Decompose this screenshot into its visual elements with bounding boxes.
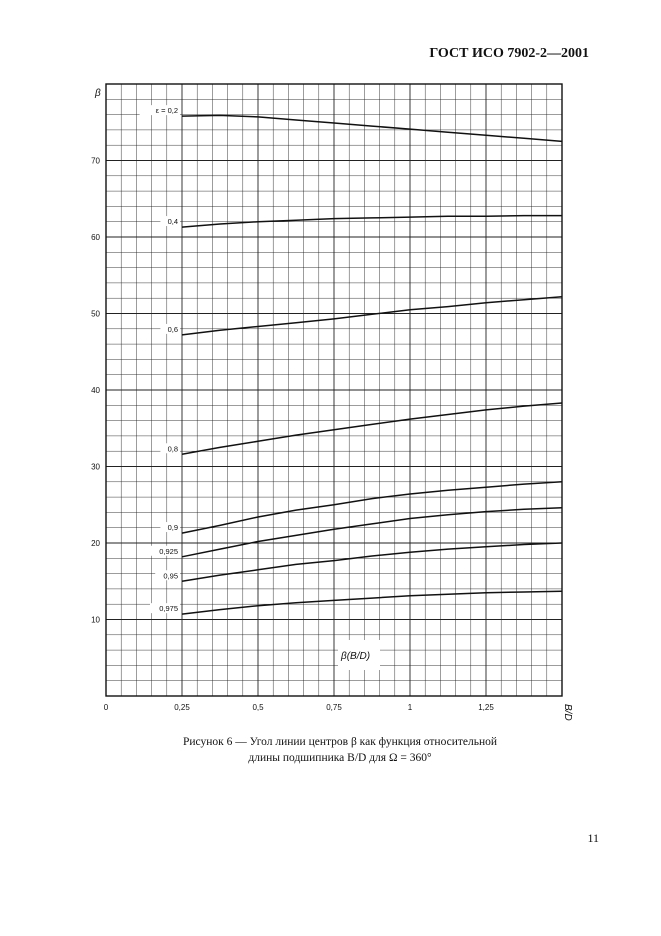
series-line: [182, 297, 562, 335]
series-label: 0,975: [159, 604, 178, 614]
series-label: 0,95: [163, 571, 178, 581]
caption-line-1: Рисунок 6 — Угол линии центров β как функция относительной: [182, 736, 498, 748]
series-line: [182, 216, 562, 228]
y-tick-label: 30: [91, 462, 100, 472]
series-line: [182, 403, 562, 454]
series-line: [182, 543, 562, 581]
inset-label-box: [338, 640, 380, 670]
series-line: [182, 115, 562, 141]
series-label: 0,6: [167, 324, 178, 334]
x-tick-label: 1,25: [478, 703, 494, 712]
series-label: 0,4: [167, 217, 178, 227]
page-number: 11: [587, 831, 599, 845]
figure-caption: [120, 734, 560, 766]
series-label: 0,9: [167, 523, 178, 533]
y-tick-label: 40: [91, 386, 100, 395]
y-tick-label: 60: [91, 233, 100, 242]
series-label: ε = 0,2: [155, 106, 178, 116]
y-tick-label: 10: [91, 615, 100, 625]
x-axis-label: B/D: [562, 704, 573, 721]
y-axis-label: β: [95, 88, 101, 99]
series-line: [182, 482, 562, 533]
x-tick-label: 1: [407, 703, 413, 712]
y-tick-label: 50: [91, 309, 100, 319]
x-tick-label: 0: [103, 703, 109, 712]
series-label: 0,8: [167, 444, 178, 454]
x-tick-label: 0,25: [174, 703, 190, 712]
document-code: ГОСТ ИСО 7902-2—2001: [429, 46, 589, 61]
inset-label: β(B/D): [341, 651, 371, 662]
y-tick-label: 70: [91, 156, 100, 166]
series-line: [182, 508, 562, 557]
caption-line-2: длины подшипника B/D для Ω = 360°: [248, 752, 432, 764]
x-tick-label: 0,75: [326, 703, 342, 712]
x-tick-label: 0,5: [252, 703, 264, 712]
series-line: [182, 591, 562, 614]
y-tick-label: 20: [91, 539, 100, 548]
series-label: 0,925: [159, 546, 178, 556]
